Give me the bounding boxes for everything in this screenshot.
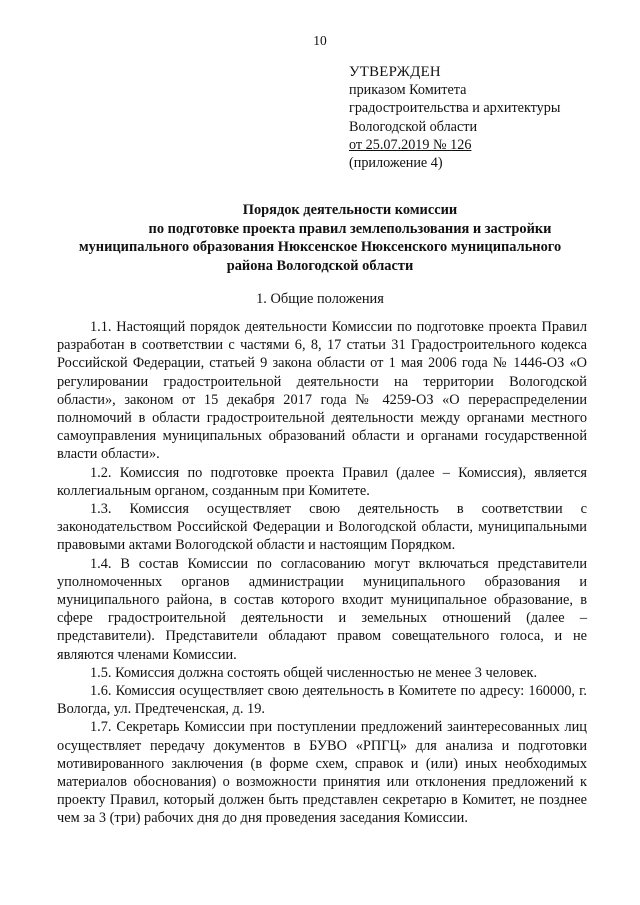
page-number: 10 bbox=[313, 33, 327, 48]
paragraph: 1.4. В состав Комиссии по согласованию могут включаться представители уполномоченных органов администрации муниципального образования и муниципального района, в состав которого входит муниципальное образование, в сфере градостроительной деятельности и земельных отношений (далее – представители). Представители обладают правом совещательного голоса, и не являются членами Комиссии. bbox=[57, 555, 587, 663]
approval-date-number: от 25.07.2019 № 126 bbox=[349, 136, 472, 153]
approval-line: Вологодской области bbox=[349, 118, 478, 135]
approval-line: приказом Комитета bbox=[349, 82, 467, 99]
paragraph: 1.1. Настоящий порядок деятельности Комиссии по подготовке проекта Правил разработан в соответствии с частями 6, 8, 17 статьи 31 Градостроительного кодекса Российской Федерации, статьей 9 закона области от 1 мая 2006 года № 1446-ОЗ «О регулировании градостроительной деятельности на территории Вологодской области», законом от 15 декабря 2017 года № 4259-ОЗ «О перераспределении полномочий в области градостроительной деятельности между органами местного самоуправления муниципальных образований области и органами государственной власти области». bbox=[57, 319, 587, 463]
document-title-line: муниципального образования Нюксенское Нюксенского муниципального bbox=[78, 239, 562, 256]
paragraph: 1.2. Комиссия по подготовке проекта Правил (далее – Комиссия), является коллегиальным органом, созданным при Комитете. bbox=[57, 464, 587, 499]
paragraph: 1.3. Комиссия осуществляет свою деятельность в соответствии с законодательством Российской Федерации и Вологодской области, муниципальными правовыми актами Вологодской области и настоящим Порядком. bbox=[57, 501, 587, 554]
section-heading: 1. Общие положения bbox=[256, 291, 384, 307]
document-title-line: по подготовке проекта правил землепользования и застройки bbox=[148, 220, 552, 237]
document-body bbox=[57, 318, 587, 828]
paragraph: 1.6. Комиссия осуществляет свою деятельность в Комитете по адресу: 160000, г. Вологда, ул. Предтеченская, д. 19. bbox=[57, 683, 587, 718]
approval-stamp-block bbox=[349, 63, 629, 172]
document-title bbox=[40, 201, 600, 275]
document-title-line: района Вологодской области bbox=[226, 257, 414, 274]
approval-line: градостроительства и архитектуры bbox=[349, 100, 561, 117]
approval-title: УТВЕРЖДЕН bbox=[349, 64, 441, 80]
approval-appendix: (приложение 4) bbox=[349, 155, 443, 172]
document-title-line: Порядок деятельности комиссии bbox=[242, 202, 458, 218]
paragraph: 1.5. Комиссия должна состоять общей численностью не менее 3 человек. bbox=[90, 664, 538, 681]
paragraph: 1.7. Секретарь Комиссии при поступлении предложений заинтересованных лиц осуществляет передачу документов в БУВО «РПГЦ» для анализа и подготовки мотивированного заключения (в форме схем, справок и (или) иных необходимых материалов обоснования) о возможности принятия или отклонения предложений к проекту Правил, который должен быть представлен секретарю в Комитет, не позднее чем за 3 (три) рабочих дня до дня проведения заседания Комиссии. bbox=[57, 719, 587, 827]
